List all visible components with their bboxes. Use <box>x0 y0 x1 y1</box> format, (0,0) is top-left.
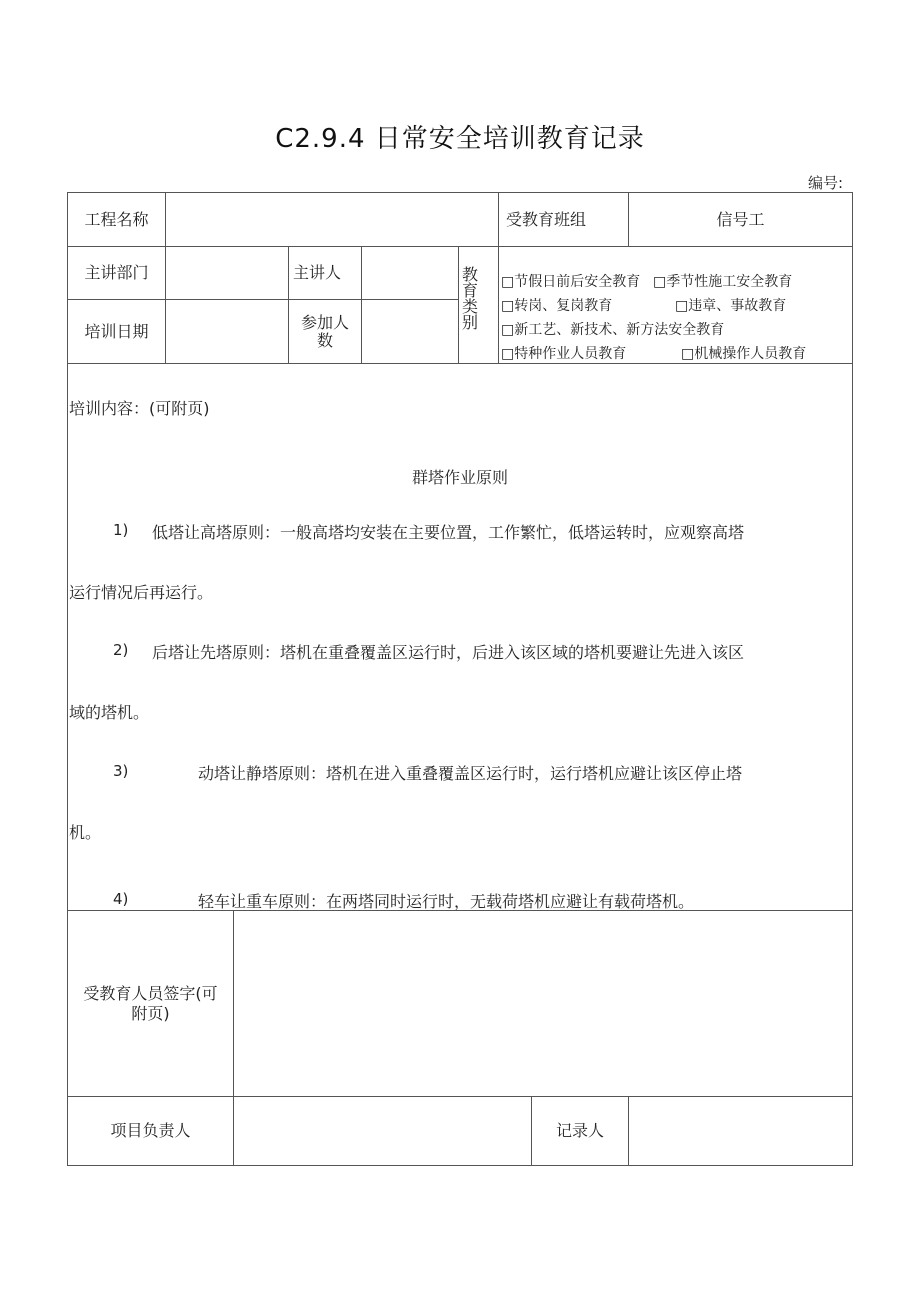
date-field[interactable] <box>165 299 289 364</box>
recorder-label-cell <box>531 1096 629 1166</box>
participants-label: 参加人数 <box>300 312 349 350</box>
checkbox-icon[interactable]: □ <box>501 298 515 314</box>
training-content-cell <box>67 363 853 911</box>
category-label-char: 教 <box>461 265 478 284</box>
checkbox-icon[interactable]: □ <box>501 274 515 290</box>
project-name-value <box>166 193 498 246</box>
category-label-char: 别 <box>461 313 478 332</box>
date-label-cell <box>67 299 166 364</box>
item-text: 运行情况后再运行。 <box>69 583 214 602</box>
category-option[interactable]: □转岗、复岗教育 <box>501 298 613 314</box>
content-heading: 群塔作业原则 <box>411 468 508 487</box>
item-text: 动塔让静塔原则：塔机在进入重叠覆盖区运行时，运行塔机应避让该区停止塔 <box>198 764 743 783</box>
lecturer-field[interactable] <box>361 246 459 300</box>
project-name-label-cell <box>67 192 166 247</box>
recorder-label: 记录人 <box>555 1121 604 1140</box>
category-label-cell <box>458 246 499 364</box>
signature-label-cell <box>67 910 234 1097</box>
project-name-field[interactable] <box>165 192 499 247</box>
checkbox-icon[interactable]: □ <box>653 274 667 290</box>
category-option[interactable]: □特种作业人员教育 <box>501 346 627 362</box>
lecturer-label: 主讲人 <box>292 263 341 282</box>
project-name-label: 工程名称 <box>84 209 149 229</box>
manager-label-cell <box>67 1096 234 1166</box>
dept-label: 主讲部门 <box>84 263 149 282</box>
item-number: 3) <box>113 762 129 780</box>
checkbox-icon[interactable]: □ <box>501 346 515 362</box>
item-text: 机。 <box>69 823 102 842</box>
team-field[interactable] <box>628 192 853 247</box>
recorder-field[interactable] <box>628 1096 853 1166</box>
item-number: 2) <box>113 641 129 659</box>
page-title: C2.9.4 日常安全培训教育记录 <box>275 124 645 154</box>
manager-field[interactable] <box>233 1096 532 1166</box>
item-text: 域的塔机。 <box>69 703 150 722</box>
item-number: 4) <box>113 890 129 908</box>
signature-field[interactable] <box>233 910 853 1097</box>
signature-label: 受教育人员签字(可 附页) <box>83 984 218 1023</box>
team-value: 信号工 <box>716 209 765 229</box>
checkbox-icon[interactable]: □ <box>681 346 695 362</box>
team-label-cell <box>498 192 629 247</box>
item-text: 轻车让重车原则：在两塔同时运行时，无载荷塔机应避让有载荷塔机。 <box>198 892 695 911</box>
item-text: 后塔让先塔原则：塔机在重叠覆盖区运行时，后进入该区域的塔机要避让先进入该区 <box>152 643 745 662</box>
category-option[interactable]: □节假日前后安全教育 <box>501 274 641 290</box>
date-label: 培训日期 <box>84 321 149 341</box>
dept-field[interactable] <box>165 246 289 300</box>
checkbox-icon[interactable]: □ <box>501 322 515 338</box>
item-number: 1) <box>113 521 129 539</box>
team-label: 受教育班组 <box>505 209 586 229</box>
category-option[interactable]: □季节性施工安全教育 <box>653 274 793 290</box>
participants-field[interactable] <box>361 299 459 364</box>
category-options-cell <box>498 246 853 364</box>
category-option[interactable]: □违章、事故教育 <box>675 298 787 314</box>
item-text: 低塔让高塔原则：一般高塔均安装在主要位置，工作繁忙，低塔运转时，应观察高塔 <box>152 523 745 542</box>
lecturer-label-cell <box>288 246 362 300</box>
category-option[interactable]: □机械操作人员教育 <box>681 346 807 362</box>
record-form <box>67 192 853 1166</box>
manager-label: 项目负责人 <box>110 1121 191 1140</box>
category-label-char: 育 <box>461 281 478 300</box>
dept-label-cell <box>67 246 166 300</box>
checkbox-icon[interactable]: □ <box>675 298 689 314</box>
category-label-char: 类 <box>461 297 478 316</box>
doc-number-label: 编号: <box>808 174 844 192</box>
content-label: 培训内容：(可附页) <box>69 399 210 418</box>
category-option[interactable]: □新工艺、新技术、新方法安全教育 <box>501 322 725 338</box>
participants-label-cell <box>288 299 362 364</box>
